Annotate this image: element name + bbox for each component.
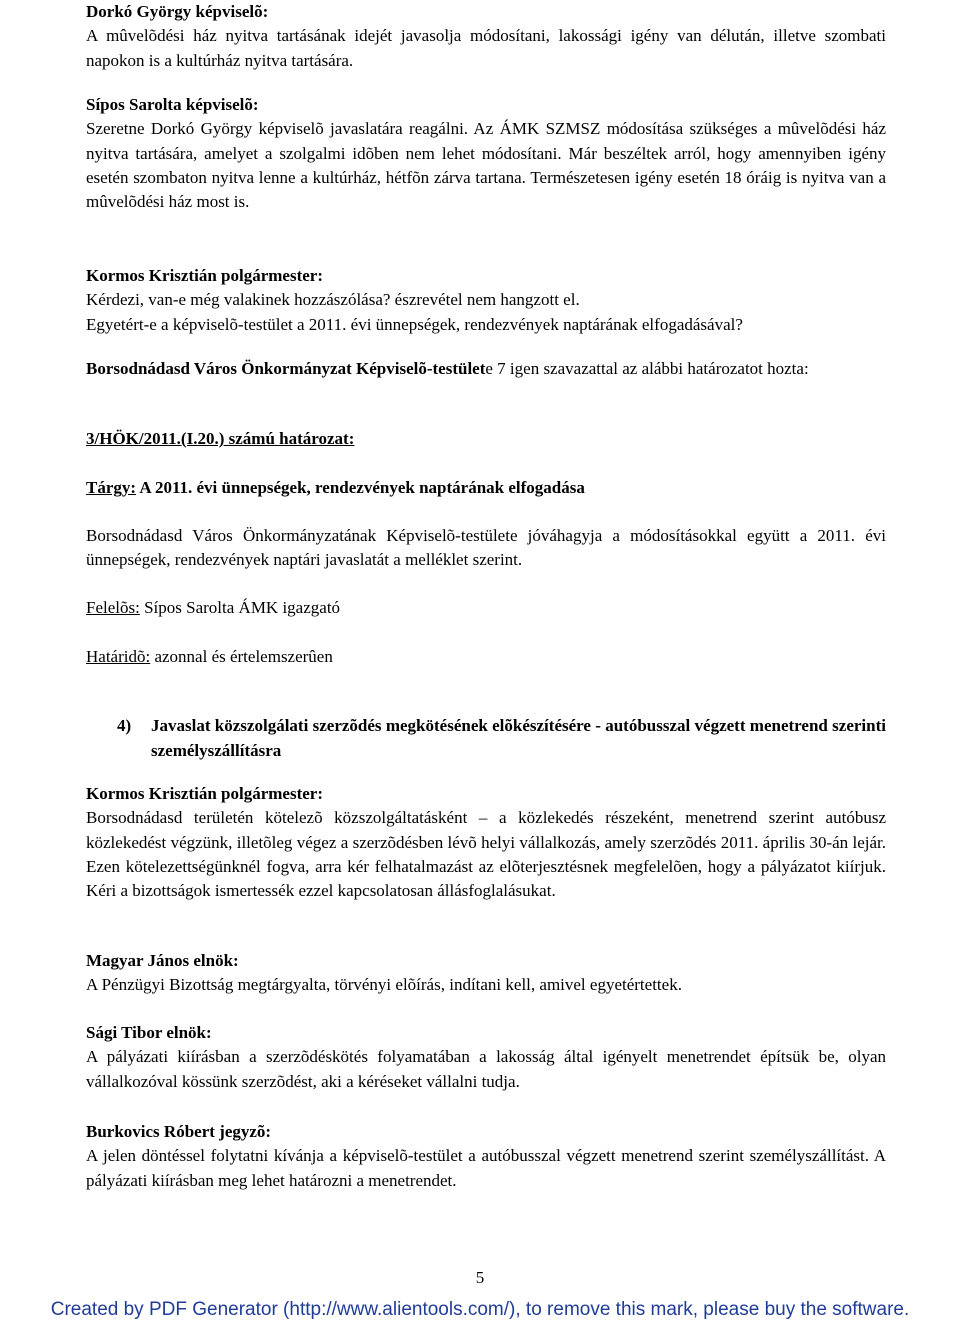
resolution-subject [86,476,886,500]
speech-kormos-2 [86,782,886,903]
subject-text: A 2011. évi ünnepségek, rendezvények naptárának elfogadása [139,478,585,497]
speaker-name: Sági Tibor elnök: [86,1023,212,1042]
agenda-number: 4) [117,716,132,735]
speaker-name: Sípos Sarolta képviselõ: [86,95,259,114]
speech-text: Kérdezi, van-e még valakinek hozzászólása? észrevétel nem hangzott el. [86,290,580,310]
speech-dorko [86,0,886,73]
speech-sagi [86,1021,886,1094]
subject-label: Tárgy: [86,478,137,497]
agenda-title: Javaslat közszolgálati szerzõdés megkötésének elõkészítésére - autóbusszal végzett menetrend szerinti személyszállításra [151,716,886,760]
speech-text: A jelen döntéssel folytatni kívánja a képviselõ-testület a autóbusszal végzett menetrend szerint személyszállítást. A pályázati kiírásban meg lehet határozni a menetrendet. [86,1146,886,1190]
speaker-name: Dorkó György képviselõ: [86,2,269,21]
speech-text: Borsodnádasd területén kötelezõ közszolgáltatásként – a közlekedés részeként, menetrend szerint autóbusz közlekedést végzünk, illetõleg végez a szerzõdésben lévõ helyi vállalkozás, amely szerzõdés 2011. április 30-án lejár. Ezen kötelezettségünknél fogva, arra kér felhatalmazást az elõterjesztésnek megfelelõen, hogy a pályázatot kiírjuk. Kéri a bizottságok ismertessék ezzel kapcsolatosan állásfoglalásukat. [86,808,886,901]
speech-text: Szeretne Dorkó György képviselõ javaslatára reagálni. Az ÁMK SZMSZ módosítása szükséges a mûvelõdési ház nyitva tartására, amelyet a szolgalmi idõben nem lehet módosítani. Már beszéltek arról, hogy amennyiben igény esetén szombaton nyitva lenne a kultúrház, hétfõn zárva tartana. Természetesen igény esetén 18 óráig is nyitva van a mûvelõdési ház most is. [86,119,886,212]
speaker-name: Kormos Krisztián polgármester: [86,266,323,285]
deadline-text: azonnal és értelemszerûen [154,647,333,666]
vote-text: e 7 igen szavazattal az alábbi határozatot hozta: [485,359,809,378]
resolution-number: 3/HÖK/2011.(I.20.) számú határozat: [86,429,355,448]
speaker-name: Magyar János elnök: [86,951,239,970]
speech-burkovics [86,1120,886,1193]
responsible-label: Felelõs: [86,598,140,617]
speech-text: A pályázati kiírásban a szerzõdéskötés folyamatában a lakosság által igényelt menetrendet építsük be, olyan vállalkozóval kössünk szerzõdést, aki a kéréseket vállalni tudja. [86,1047,886,1091]
vote-statement [86,357,886,381]
page-number: 5 [475,1268,485,1287]
resolution-responsible [86,596,886,620]
deadline-label: Határidõ: [86,647,151,666]
speech-magyar [86,949,886,998]
speech-kormos-1 [86,264,886,337]
council-name: Borsodnádasd Város Önkormányzat Képviselõ-testület [86,359,486,378]
agenda-item-4 [117,713,886,763]
resolution-deadline [86,645,886,669]
responsible-text: Sípos Sarolta ÁMK igazgató [144,598,341,617]
speaker-name: Burkovics Róbert jegyzõ: [86,1122,272,1141]
speech-text: A mûvelõdési ház nyitva tartásának idejét javasolja módosítani, lakossági igény van délután, illetve szombati napokon is a kultúrház nyitva tartására. [86,26,886,70]
speech-text: Egyetért-e a képviselõ-testület a 2011. évi ünnepségek, rendezvények naptárának elfogadásával? [86,314,743,334]
speaker-name: Kormos Krisztián polgármester: [86,784,323,803]
speech-text: A Pénzügyi Bizottság megtárgyalta, törvényi elõírás, indítani kell, amivel egyetértettek. [86,975,682,995]
resolution-body: Borsodnádasd Város Önkormányzatának Képviselõ-testülete jóváhagyja a módosításokkal együtt a 2011. évi ünnepségek, rendezvények naptári javaslatát a melléklet szerint. [86,526,886,570]
speech-sipos [86,93,886,214]
generator-watermark: Created by PDF Generator (http://www.alientools.com/), to remove this mark, please buy the software. [50,1299,910,1320]
